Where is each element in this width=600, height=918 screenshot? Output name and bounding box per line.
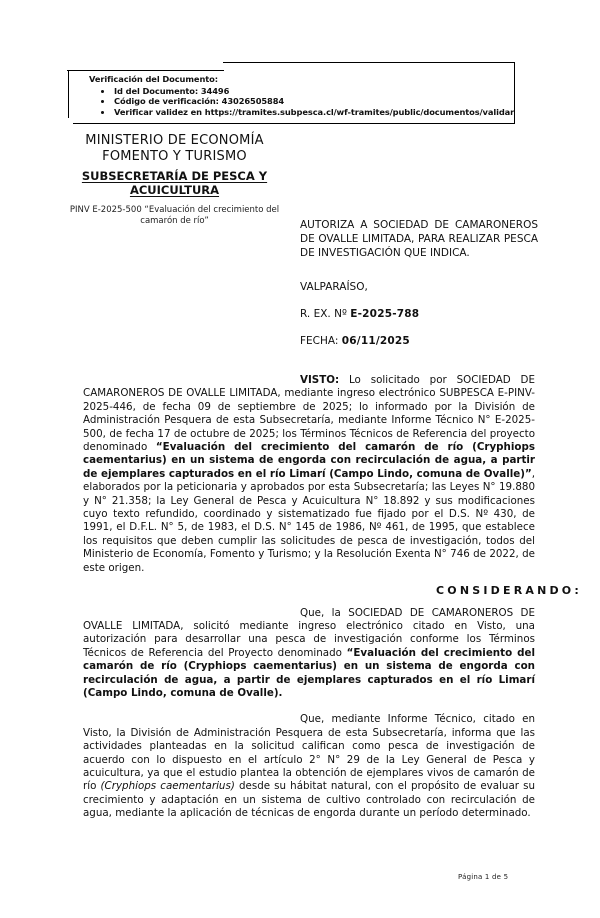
considerando-heading: CONSIDERANDO: <box>436 584 582 598</box>
resolution-subject: AUTORIZA A SOCIEDAD DE CAMARONEROS DE OVALLE LIMITADA, PARA REALIZAR PESCA DE INVESTIGACIÓN QUE INDICA. <box>300 219 538 259</box>
visto-tail: , elaborados por la peticionaria y aprobados por esta Subsecretaría; las Leyes N° 19.880 y N° 21.358; la Ley General de Pesca y Acuicultura N° 18.892 y sus modificaciones cuyo texto refundido, coordinado y sistematizado fue fijado por el D.S. Nº 430, de 1991, el D.F.L. N° 5, de 1983, el D.S. N° 145 de 1986, Nº 461, de 1995, que establece los requisitos que deben cumplir las solicitudes de pesca de investigación, todos del Ministerio de Economía, Fomento y Turismo; y la Resolución Exenta N° 746 de 2022, de este origen. <box>83 467 535 574</box>
verification-item-code: • Código de verificación: 43026505884 <box>113 96 511 107</box>
project-reference: PINV E-2025-500 “Evaluación del crecimiento del camarón de río” <box>69 205 280 226</box>
verification-title: Verificación del Documento: <box>89 74 218 84</box>
page-number: Página 1 de 5 <box>458 873 509 881</box>
date-value: 06/11/2025 <box>341 335 410 347</box>
verification-item-url[interactable]: • Verificar validez en https://tramites.subpesca.cl/wf-tramites/public/documentos/validar <box>113 107 511 118</box>
considerando-paragraph-1 <box>83 607 535 701</box>
verification-item-id: • Id del Documento: 34496 <box>113 86 511 97</box>
resolution-body <box>83 374 582 821</box>
verification-list <box>113 85 515 118</box>
subsecretaria-line1: SUBSECRETARÍA DE PESCA Y <box>81 169 268 183</box>
resolution-number-value: E-2025-788 <box>350 308 420 320</box>
considerando-1-lead: Que, la SOCIEDAD DE CAMARONEROS DE OVALLE LIMITADA, solicitó mediante ingreso electrónico citado en Visto, una autorización para desarrollar una pesca de investigación conforme los Términos Técnicos de Referencia del Proyecto denominado <box>83 606 535 659</box>
resolution-title-block <box>300 218 538 348</box>
date-line <box>300 335 538 348</box>
species-name: (Cryphiops caementarius) <box>100 780 235 793</box>
city-line: VALPARAÍSO, <box>300 281 368 293</box>
verification-box <box>68 70 515 118</box>
ministry-name-line2: FOMENTO Y TURISMO <box>102 148 247 164</box>
visto-label: VISTO: <box>300 374 340 386</box>
letterhead <box>52 133 297 226</box>
considerando-paragraph-2 <box>83 713 535 820</box>
visto-project-title: “Evaluación del crecimiento del camarón de río (Cryphiops caementarius) en un sistema de engorda con recirculación de agua, a partir de ejemplares capturados en el río Limarí (Campo Lindo, comuna de Ovalle)” <box>83 441 535 480</box>
considerando-2-lead: Que, mediante Informe Técnico, citado en Visto, la División de Administración Pesquera de esta Subsecretaría, informa que las actividades planteadas en la solicitud califican como pesca de investigación de acuerdo con lo dispuesto en el artículo 2° N° 29 de la Ley General de Pesca y acuicultura, ya que el estudio plantea la obtención de ejemplares vivos de camarón de río <box>83 713 535 793</box>
subsecretaria-line2: ACUICULTURA <box>129 182 220 197</box>
date-label: FECHA: <box>300 335 342 347</box>
considerando-2-tail: desde su hábitat natural, con el propósito de evaluar su crecimiento y adaptación en un sistema de cultivo controlado con recirculación de agua, mediante la aplicación de técnicas de engorda durante un período determinado. <box>83 780 536 820</box>
subsecretaria-name <box>52 170 297 197</box>
ministry-name-line1: MINISTERIO DE ECONOMÍA <box>85 133 264 148</box>
considerando-1-project-title: “Evaluación del crecimiento del camarón de río (Cryphiops caementarius) en un sistema de engorda con recirculación de agua, a partir de ejemplares capturados en el río Limarí (Campo Lindo, comuna de Ovalle). <box>83 646 536 699</box>
verification-box-border-step <box>67 70 224 71</box>
visto-lead: Lo solicitado por SOCIEDAD DE CAMARONEROS DE OVALLE LIMITADA, mediante ingreso electrónico SUBPESCA E-PINV-2025-446, de fecha 09 de septiembre de 2025; lo informado por la División de Administración Pesquera de esta Subsecretaría, mediante Informe Técnico N° E-2025-500, de fecha 17 de octubre de 2025; los Términos Técnicos de Referencia del proyecto denominado <box>83 374 535 454</box>
visto-paragraph <box>83 374 535 575</box>
resolution-number-label: R. EX. Nº <box>300 308 351 320</box>
resolution-number-line <box>300 308 538 321</box>
